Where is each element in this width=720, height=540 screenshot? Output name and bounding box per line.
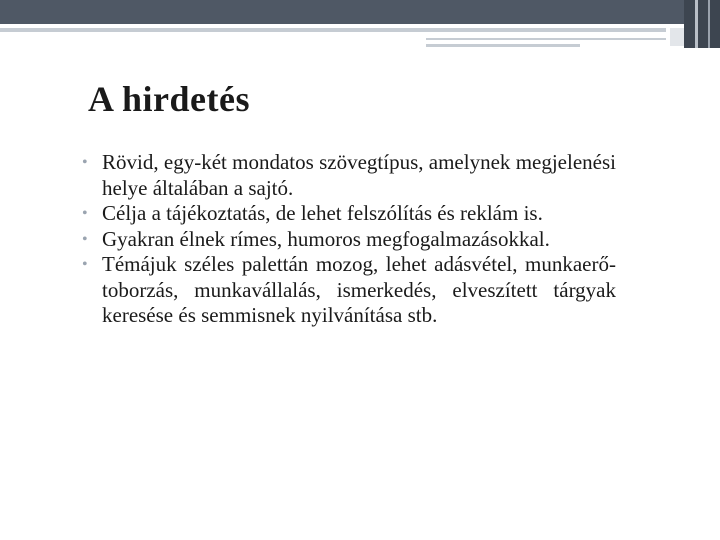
bullet-item [82, 201, 616, 227]
bullet-list [82, 150, 616, 329]
decorative-line [0, 28, 666, 32]
bullet-icon: • [82, 256, 88, 273]
bullet-icon: • [82, 230, 88, 248]
decorative-block [670, 28, 684, 46]
bullet-icon: • [82, 205, 88, 222]
corner-accent-line [708, 0, 710, 48]
corner-accent-line [695, 0, 698, 48]
bullet-text: Témájuk széles palettán mozog, lehet adásvétel, munkaerő-toborzás, munkavállalás, ismerkedés, elveszített tárgyak keresése és semmisnek nyilvánítása stb. [102, 252, 616, 327]
bullet-item [82, 227, 616, 253]
bullet-item [82, 150, 616, 201]
slide-title: A hirdetés [88, 79, 250, 119]
bullet-text: Gyakran élnek rímes, humoros megfogalmazásokkal. [102, 226, 550, 251]
corner-accent [684, 0, 720, 48]
bullet-icon: • [82, 154, 88, 171]
bullet-item [82, 252, 616, 329]
bullet-text: Rövid, egy-két mondatos szövegtípus, amelynek megjelenési helye általában a sajtó. [102, 150, 616, 200]
decorative-line [426, 44, 580, 47]
bullet-text: Célja a tájékoztatás, de lehet felszólítás és reklám is. [102, 201, 543, 225]
decorative-line [426, 38, 666, 40]
top-decorative-band [0, 0, 720, 24]
